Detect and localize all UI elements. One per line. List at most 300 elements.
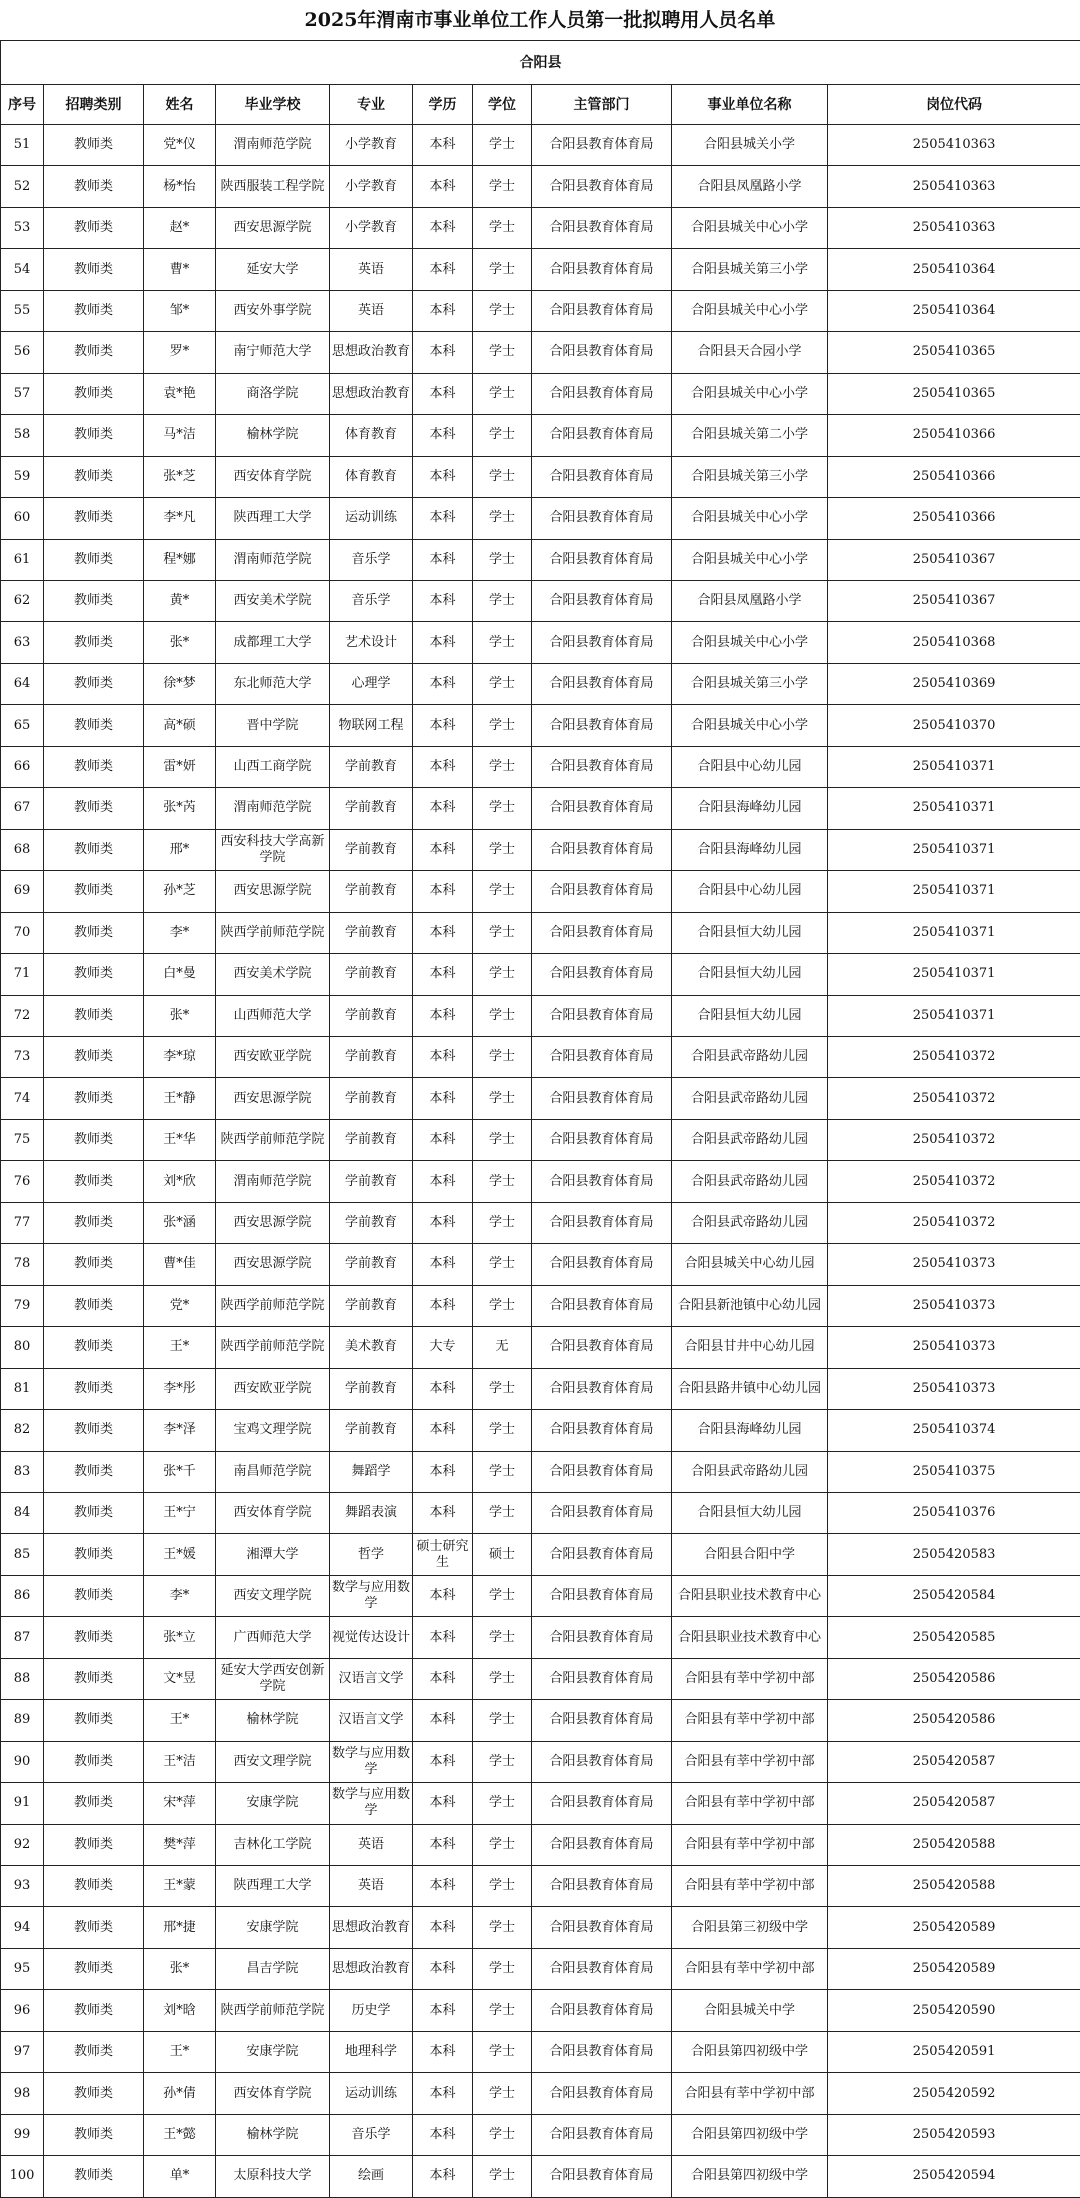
- degree-cell: 学士: [473, 456, 532, 497]
- school-cell: 延安大学: [216, 249, 330, 290]
- category-cell: 教师类: [44, 1078, 144, 1119]
- school-cell: 渭南师范学院: [216, 788, 330, 829]
- unit-cell: 合阳县城关中学: [672, 1990, 828, 2031]
- major-cell: 小学教育: [330, 125, 413, 166]
- code-cell: 2505420584: [828, 1575, 1080, 1616]
- code-cell: 2505410376: [828, 1492, 1080, 1533]
- seq-cell: 91: [1, 1783, 44, 1824]
- code-cell: 2505410374: [828, 1410, 1080, 1451]
- school-cell: 山西工商学院: [216, 746, 330, 787]
- education-cell: 本科: [413, 912, 473, 953]
- major-cell: 学前教育: [330, 1368, 413, 1409]
- education-cell: 本科: [413, 290, 473, 331]
- school-cell: 太原科技大学: [216, 2156, 330, 2197]
- school-cell: 西安美术学院: [216, 954, 330, 995]
- category-cell: 教师类: [44, 746, 144, 787]
- code-cell: 2505420594: [828, 2156, 1080, 2197]
- department-cell: 合阳县教育体育局: [532, 166, 672, 207]
- department-cell: 合阳县教育体育局: [532, 1451, 672, 1492]
- department-cell: 合阳县教育体育局: [532, 2073, 672, 2114]
- school-cell: 西安文理学院: [216, 1575, 330, 1616]
- code-cell: 2505420591: [828, 2031, 1080, 2072]
- department-cell: 合阳县教育体育局: [532, 1492, 672, 1533]
- name-cell: 程*娜: [144, 539, 216, 580]
- seq-cell: 78: [1, 1244, 44, 1285]
- degree-cell: 学士: [473, 1617, 532, 1658]
- code-cell: 2505420583: [828, 1534, 1080, 1575]
- school-cell: 西安外事学院: [216, 290, 330, 331]
- code-cell: 2505410365: [828, 332, 1080, 373]
- unit-cell: 合阳县城关中心小学: [672, 622, 828, 663]
- school-cell: 榆林学院: [216, 415, 330, 456]
- seq-cell: 63: [1, 622, 44, 663]
- major-cell: 学前教育: [330, 1410, 413, 1451]
- table-row: [1, 1534, 1080, 1575]
- unit-cell: 合阳县城关中心小学: [672, 290, 828, 331]
- degree-cell: 学士: [473, 2031, 532, 2072]
- table-row: [1, 580, 1080, 621]
- major-cell: 数学与应用数学: [330, 1783, 413, 1824]
- table-header-row: [1, 85, 1080, 125]
- column-header-education: 学历: [413, 85, 473, 125]
- department-cell: 合阳县教育体育局: [532, 1866, 672, 1907]
- department-cell: 合阳县教育体育局: [532, 1119, 672, 1160]
- seq-cell: 54: [1, 249, 44, 290]
- unit-cell: 合阳县第四初级中学: [672, 2031, 828, 2072]
- table-row: [1, 2114, 1080, 2155]
- table-row: [1, 1410, 1080, 1451]
- school-cell: 渭南师范学院: [216, 1161, 330, 1202]
- name-cell: 赵*: [144, 207, 216, 248]
- school-cell: 陕西学前师范学院: [216, 1119, 330, 1160]
- department-cell: 合阳县教育体育局: [532, 207, 672, 248]
- seq-cell: 56: [1, 332, 44, 373]
- table-row: [1, 954, 1080, 995]
- category-cell: 教师类: [44, 125, 144, 166]
- degree-cell: 学士: [473, 1575, 532, 1616]
- major-cell: 舞蹈学: [330, 1451, 413, 1492]
- code-cell: 2505420587: [828, 1783, 1080, 1824]
- department-cell: 合阳县教育体育局: [532, 1161, 672, 1202]
- code-cell: 2505410366: [828, 498, 1080, 539]
- table-body: [1, 125, 1080, 2198]
- code-cell: 2505420589: [828, 1948, 1080, 1989]
- name-cell: 王*: [144, 2031, 216, 2072]
- code-cell: 2505410370: [828, 705, 1080, 746]
- unit-cell: 合阳县第四初级中学: [672, 2114, 828, 2155]
- seq-cell: 73: [1, 1036, 44, 1077]
- department-cell: 合阳县教育体育局: [532, 1990, 672, 2031]
- unit-cell: 合阳县有莘中学初中部: [672, 1824, 828, 1865]
- degree-cell: 学士: [473, 125, 532, 166]
- education-cell: 本科: [413, 580, 473, 621]
- school-cell: 东北师范大学: [216, 663, 330, 704]
- degree-cell: 学士: [473, 1451, 532, 1492]
- category-cell: 教师类: [44, 912, 144, 953]
- department-cell: 合阳县教育体育局: [532, 1741, 672, 1782]
- unit-cell: 合阳县恒大幼儿园: [672, 1492, 828, 1533]
- unit-cell: 合阳县城关中心小学: [672, 705, 828, 746]
- seq-cell: 83: [1, 1451, 44, 1492]
- department-cell: 合阳县教育体育局: [532, 1824, 672, 1865]
- name-cell: 李*彤: [144, 1368, 216, 1409]
- table-row: [1, 1202, 1080, 1243]
- seq-cell: 86: [1, 1575, 44, 1616]
- education-cell: 本科: [413, 871, 473, 912]
- seq-cell: 100: [1, 2156, 44, 2197]
- code-cell: 2505410368: [828, 622, 1080, 663]
- category-cell: 教师类: [44, 1161, 144, 1202]
- name-cell: 张*: [144, 1948, 216, 1989]
- name-cell: 党*仪: [144, 125, 216, 166]
- education-cell: 本科: [413, 1907, 473, 1948]
- school-cell: 陕西学前师范学院: [216, 1327, 330, 1368]
- name-cell: 李*琼: [144, 1036, 216, 1077]
- table-row: [1, 249, 1080, 290]
- major-cell: 学前教育: [330, 1161, 413, 1202]
- table-row: [1, 498, 1080, 539]
- major-cell: 历史学: [330, 1990, 413, 2031]
- major-cell: 地理科学: [330, 2031, 413, 2072]
- school-cell: 西安思源学院: [216, 871, 330, 912]
- category-cell: 教师类: [44, 415, 144, 456]
- name-cell: 张*千: [144, 1451, 216, 1492]
- name-cell: 王*: [144, 1700, 216, 1741]
- category-cell: 教师类: [44, 1327, 144, 1368]
- unit-cell: 合阳县有莘中学初中部: [672, 1741, 828, 1782]
- seq-cell: 97: [1, 2031, 44, 2072]
- name-cell: 刘*欣: [144, 1161, 216, 1202]
- department-cell: 合阳县教育体育局: [532, 995, 672, 1036]
- table-row: [1, 1368, 1080, 1409]
- department-cell: 合阳县教育体育局: [532, 1783, 672, 1824]
- department-cell: 合阳县教育体育局: [532, 788, 672, 829]
- code-cell: 2505410372: [828, 1036, 1080, 1077]
- education-cell: 本科: [413, 788, 473, 829]
- degree-cell: 学士: [473, 1410, 532, 1451]
- table-row: [1, 1285, 1080, 1326]
- category-cell: 教师类: [44, 498, 144, 539]
- name-cell: 杨*怡: [144, 166, 216, 207]
- seq-cell: 93: [1, 1866, 44, 1907]
- major-cell: 学前教育: [330, 1119, 413, 1160]
- degree-cell: 学士: [473, 1202, 532, 1243]
- unit-cell: 合阳县路井镇中心幼儿园: [672, 1368, 828, 1409]
- table-row: [1, 2156, 1080, 2197]
- category-cell: 教师类: [44, 207, 144, 248]
- department-cell: 合阳县教育体育局: [532, 1285, 672, 1326]
- unit-cell: 合阳县职业技术教育中心: [672, 1575, 828, 1616]
- seq-cell: 77: [1, 1202, 44, 1243]
- department-cell: 合阳县教育体育局: [532, 871, 672, 912]
- code-cell: 2505410371: [828, 912, 1080, 953]
- name-cell: 邢*: [144, 829, 216, 870]
- name-cell: 王*蒙: [144, 1866, 216, 1907]
- seq-cell: 84: [1, 1492, 44, 1533]
- table-row: [1, 539, 1080, 580]
- school-cell: 陕西学前师范学院: [216, 1285, 330, 1326]
- code-cell: 2505410369: [828, 663, 1080, 704]
- school-cell: 陕西学前师范学院: [216, 1990, 330, 2031]
- major-cell: 音乐学: [330, 580, 413, 621]
- degree-cell: 学士: [473, 1783, 532, 1824]
- category-cell: 教师类: [44, 954, 144, 995]
- degree-cell: 学士: [473, 871, 532, 912]
- table-row: [1, 1741, 1080, 1782]
- major-cell: 学前教育: [330, 1078, 413, 1119]
- education-cell: 本科: [413, 456, 473, 497]
- major-cell: 思想政治教育: [330, 1948, 413, 1989]
- unit-cell: 合阳县第三初级中学: [672, 1907, 828, 1948]
- seq-cell: 90: [1, 1741, 44, 1782]
- table-row: [1, 1161, 1080, 1202]
- education-cell: 本科: [413, 1202, 473, 1243]
- table-row: [1, 871, 1080, 912]
- name-cell: 李*: [144, 912, 216, 953]
- education-cell: 本科: [413, 332, 473, 373]
- education-cell: 本科: [413, 1948, 473, 1989]
- major-cell: 学前教育: [330, 1244, 413, 1285]
- degree-cell: 学士: [473, 1658, 532, 1699]
- school-cell: 吉林化工学院: [216, 1824, 330, 1865]
- name-cell: 黄*: [144, 580, 216, 621]
- school-cell: 南宁师范大学: [216, 332, 330, 373]
- department-cell: 合阳县教育体育局: [532, 1368, 672, 1409]
- education-cell: 本科: [413, 2073, 473, 2114]
- major-cell: 舞蹈表演: [330, 1492, 413, 1533]
- seq-cell: 57: [1, 373, 44, 414]
- table-row: [1, 995, 1080, 1036]
- name-cell: 张*涵: [144, 1202, 216, 1243]
- major-cell: 学前教育: [330, 912, 413, 953]
- education-cell: 本科: [413, 1368, 473, 1409]
- education-cell: 本科: [413, 1700, 473, 1741]
- major-cell: 汉语言文学: [330, 1658, 413, 1699]
- seq-cell: 51: [1, 125, 44, 166]
- name-cell: 宋*萍: [144, 1783, 216, 1824]
- major-cell: 数学与应用数学: [330, 1575, 413, 1616]
- school-cell: 陕西学前师范学院: [216, 912, 330, 953]
- school-cell: 晋中学院: [216, 705, 330, 746]
- column-header-seq: 序号: [1, 85, 44, 125]
- name-cell: 李*: [144, 1575, 216, 1616]
- school-cell: 西安文理学院: [216, 1741, 330, 1782]
- school-cell: 西安体育学院: [216, 2073, 330, 2114]
- department-cell: 合阳县教育体育局: [532, 1327, 672, 1368]
- school-cell: 西安思源学院: [216, 207, 330, 248]
- education-cell: 本科: [413, 1119, 473, 1160]
- major-cell: 绘画: [330, 2156, 413, 2197]
- name-cell: 高*硕: [144, 705, 216, 746]
- unit-cell: 合阳县中心幼儿园: [672, 871, 828, 912]
- unit-cell: 合阳县武帝路幼儿园: [672, 1119, 828, 1160]
- code-cell: 2505420586: [828, 1700, 1080, 1741]
- category-cell: 教师类: [44, 166, 144, 207]
- school-cell: 陕西理工大学: [216, 498, 330, 539]
- category-cell: 教师类: [44, 332, 144, 373]
- department-cell: 合阳县教育体育局: [532, 580, 672, 621]
- education-cell: 本科: [413, 125, 473, 166]
- name-cell: 李*泽: [144, 1410, 216, 1451]
- code-cell: 2505420589: [828, 1907, 1080, 1948]
- category-cell: 教师类: [44, 1202, 144, 1243]
- seq-cell: 72: [1, 995, 44, 1036]
- degree-cell: 学士: [473, 1907, 532, 1948]
- category-cell: 教师类: [44, 622, 144, 663]
- department-cell: 合阳县教育体育局: [532, 1907, 672, 1948]
- major-cell: 美术教育: [330, 1327, 413, 1368]
- column-header-major: 专业: [330, 85, 413, 125]
- name-cell: 罗*: [144, 332, 216, 373]
- unit-cell: 合阳县城关中心小学: [672, 539, 828, 580]
- education-cell: 本科: [413, 663, 473, 704]
- school-cell: 榆林学院: [216, 2114, 330, 2155]
- major-cell: 学前教育: [330, 1036, 413, 1077]
- unit-cell: 合阳县武帝路幼儿园: [672, 1036, 828, 1077]
- major-cell: 学前教育: [330, 954, 413, 995]
- name-cell: 王*静: [144, 1078, 216, 1119]
- department-cell: 合阳县教育体育局: [532, 290, 672, 331]
- name-cell: 文*昱: [144, 1658, 216, 1699]
- name-cell: 王*懿: [144, 2114, 216, 2155]
- table-row: [1, 290, 1080, 331]
- seq-cell: 71: [1, 954, 44, 995]
- name-cell: 曹*: [144, 249, 216, 290]
- unit-cell: 合阳县新池镇中心幼儿园: [672, 1285, 828, 1326]
- education-cell: 本科: [413, 705, 473, 746]
- unit-cell: 合阳县凤凰路小学: [672, 166, 828, 207]
- category-cell: 教师类: [44, 1285, 144, 1326]
- school-cell: 西安体育学院: [216, 1492, 330, 1533]
- education-cell: 本科: [413, 1741, 473, 1782]
- major-cell: 学前教育: [330, 871, 413, 912]
- unit-cell: 合阳县第四初级中学: [672, 2156, 828, 2197]
- name-cell: 徐*梦: [144, 663, 216, 704]
- education-cell: 本科: [413, 1575, 473, 1616]
- category-cell: 教师类: [44, 1036, 144, 1077]
- school-cell: 南昌师范学院: [216, 1451, 330, 1492]
- seq-cell: 81: [1, 1368, 44, 1409]
- unit-cell: 合阳县合阳中学: [672, 1534, 828, 1575]
- major-cell: 学前教育: [330, 1202, 413, 1243]
- category-cell: 教师类: [44, 1368, 144, 1409]
- school-cell: 湘潭大学: [216, 1534, 330, 1575]
- seq-cell: 74: [1, 1078, 44, 1119]
- department-cell: 合阳县教育体育局: [532, 1036, 672, 1077]
- page-title: 2025年渭南市事业单位工作人员第一批拟聘用人员名单: [304, 9, 776, 31]
- code-cell: 2505420587: [828, 1741, 1080, 1782]
- education-cell: 本科: [413, 1866, 473, 1907]
- code-cell: 2505410371: [828, 871, 1080, 912]
- unit-cell: 合阳县有莘中学初中部: [672, 1948, 828, 1989]
- major-cell: 哲学: [330, 1534, 413, 1575]
- name-cell: 张*立: [144, 1617, 216, 1658]
- department-cell: 合阳县教育体育局: [532, 1658, 672, 1699]
- code-cell: 2505410363: [828, 125, 1080, 166]
- school-cell: 陕西理工大学: [216, 1866, 330, 1907]
- school-cell: 广西师范大学: [216, 1617, 330, 1658]
- table-row: [1, 125, 1080, 166]
- degree-cell: 学士: [473, 580, 532, 621]
- degree-cell: 学士: [473, 912, 532, 953]
- department-cell: 合阳县教育体育局: [532, 2031, 672, 2072]
- school-cell: 西安美术学院: [216, 580, 330, 621]
- school-cell: 成都理工大学: [216, 622, 330, 663]
- name-cell: 邹*: [144, 290, 216, 331]
- education-cell: 本科: [413, 1078, 473, 1119]
- major-cell: 心理学: [330, 663, 413, 704]
- degree-cell: 学士: [473, 1866, 532, 1907]
- education-cell: 硕士研究生: [413, 1534, 473, 1575]
- unit-cell: 合阳县有莘中学初中部: [672, 1866, 828, 1907]
- degree-cell: 学士: [473, 1368, 532, 1409]
- unit-cell: 合阳县城关中心小学: [672, 498, 828, 539]
- unit-cell: 合阳县海峰幼儿园: [672, 1410, 828, 1451]
- major-cell: 英语: [330, 1824, 413, 1865]
- seq-cell: 66: [1, 746, 44, 787]
- school-cell: 宝鸡文理学院: [216, 1410, 330, 1451]
- degree-cell: 学士: [473, 1700, 532, 1741]
- school-cell: 渭南师范学院: [216, 539, 330, 580]
- school-cell: 西安思源学院: [216, 1244, 330, 1285]
- education-cell: 本科: [413, 539, 473, 580]
- degree-cell: 学士: [473, 1990, 532, 2031]
- school-cell: 安康学院: [216, 1783, 330, 1824]
- major-cell: 视觉传达设计: [330, 1617, 413, 1658]
- department-cell: 合阳县教育体育局: [532, 498, 672, 539]
- category-cell: 教师类: [44, 580, 144, 621]
- unit-cell: 合阳县武帝路幼儿园: [672, 1202, 828, 1243]
- unit-cell: 合阳县城关第三小学: [672, 663, 828, 704]
- column-header-degree: 学位: [473, 85, 532, 125]
- table-row: [1, 1244, 1080, 1285]
- category-cell: 教师类: [44, 788, 144, 829]
- department-cell: 合阳县教育体育局: [532, 2156, 672, 2197]
- major-cell: 小学教育: [330, 166, 413, 207]
- column-header-unit: 事业单位名称: [672, 85, 828, 125]
- major-cell: 艺术设计: [330, 622, 413, 663]
- degree-cell: 学士: [473, 1948, 532, 1989]
- roster-table: [0, 40, 1080, 2198]
- department-cell: 合阳县教育体育局: [532, 1078, 672, 1119]
- unit-cell: 合阳县城关第三小学: [672, 249, 828, 290]
- degree-cell: 学士: [473, 539, 532, 580]
- education-cell: 本科: [413, 2156, 473, 2197]
- major-cell: 汉语言文学: [330, 1700, 413, 1741]
- code-cell: 2505420588: [828, 1824, 1080, 1865]
- name-cell: 党*: [144, 1285, 216, 1326]
- table-row: [1, 332, 1080, 373]
- department-cell: 合阳县教育体育局: [532, 1202, 672, 1243]
- department-cell: 合阳县教育体育局: [532, 663, 672, 704]
- degree-cell: 学士: [473, 829, 532, 870]
- table-row: [1, 1119, 1080, 1160]
- unit-cell: 合阳县城关中心小学: [672, 207, 828, 248]
- degree-cell: 学士: [473, 788, 532, 829]
- degree-cell: 学士: [473, 1244, 532, 1285]
- department-cell: 合阳县教育体育局: [532, 125, 672, 166]
- degree-cell: 学士: [473, 2114, 532, 2155]
- column-header-category: 招聘类别: [44, 85, 144, 125]
- education-cell: 本科: [413, 1492, 473, 1533]
- degree-cell: 学士: [473, 1161, 532, 1202]
- degree-cell: 学士: [473, 415, 532, 456]
- degree-cell: 学士: [473, 954, 532, 995]
- seq-cell: 55: [1, 290, 44, 331]
- education-cell: 本科: [413, 1161, 473, 1202]
- school-cell: 安康学院: [216, 2031, 330, 2072]
- code-cell: 2505420592: [828, 2073, 1080, 2114]
